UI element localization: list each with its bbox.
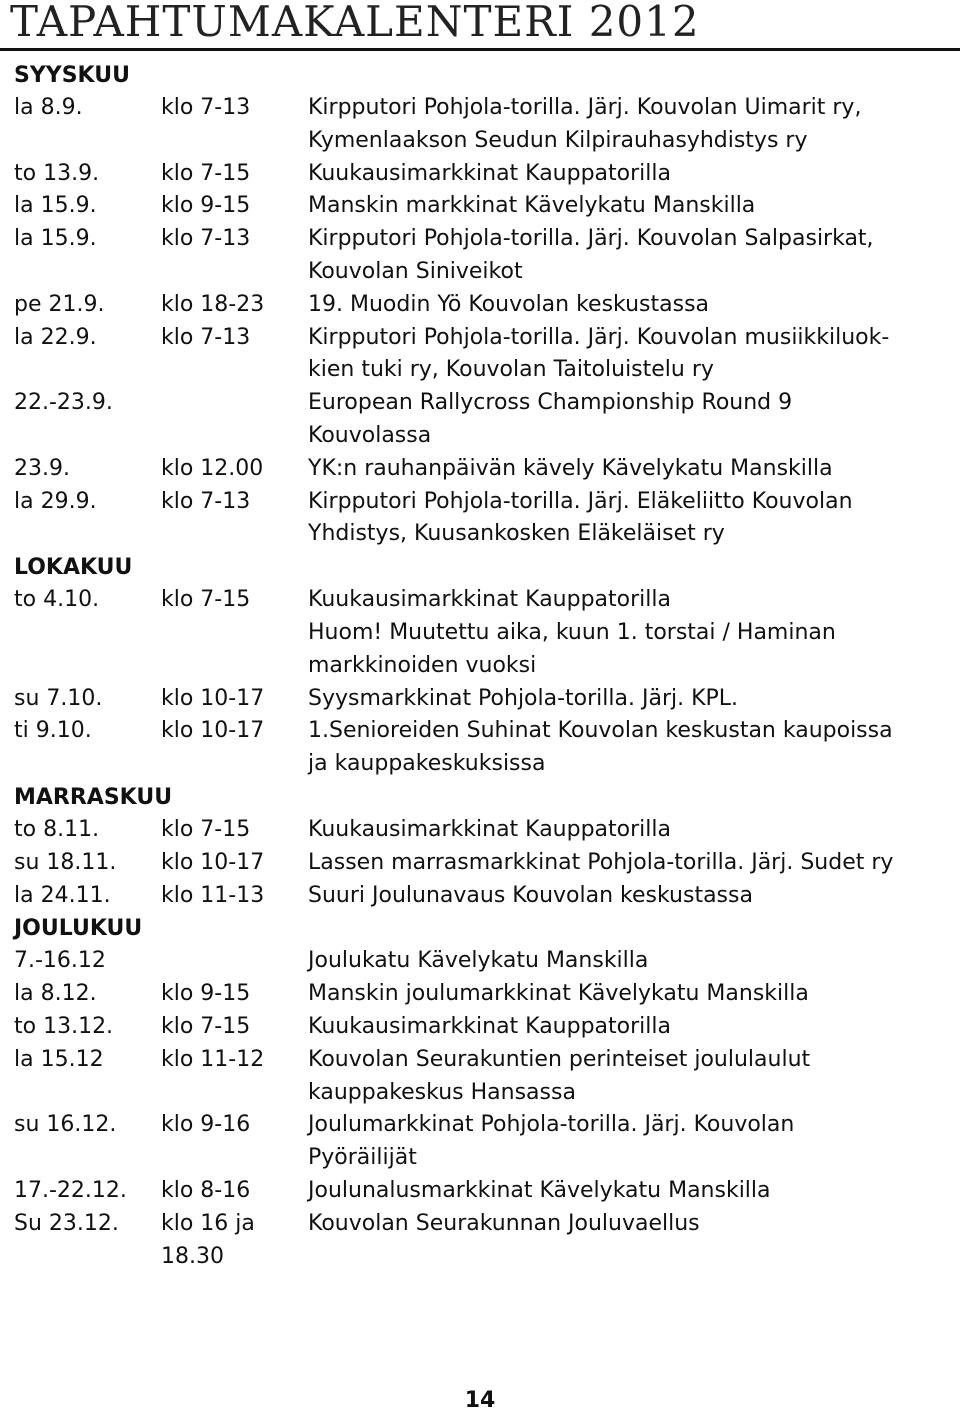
event-time: klo 18-23 xyxy=(161,291,265,317)
event-row xyxy=(14,847,954,880)
event-description-line: Kymenlaakson Seudun Kilpirauhasyhdistys ry xyxy=(308,127,808,153)
month-section xyxy=(14,59,954,551)
event-time: klo 16 ja 18.30 xyxy=(161,1210,255,1269)
event-description xyxy=(308,847,954,880)
event-description-line: markkinoiden vuoksi xyxy=(308,652,537,678)
event-description-line: kauppakeskus Hansassa xyxy=(308,1079,576,1105)
event-description-line: Manskin markkinat Kävelykatu Manskilla xyxy=(308,193,756,219)
event-date: su 18.11. xyxy=(14,849,117,875)
event-time: klo 7-15 xyxy=(161,816,251,842)
event-description xyxy=(308,453,954,486)
event-time: klo 10-17 xyxy=(161,718,265,744)
event-date: Su 23.12. xyxy=(14,1210,119,1236)
event-description-line: Kirpputori Pohjola-torilla. Järj. Kouvolan Uimarit ry, xyxy=(308,95,862,120)
event-row xyxy=(14,387,954,453)
event-row xyxy=(14,92,954,158)
event-description-line: Kouvolassa xyxy=(308,422,432,448)
event-description-line: European Rallycross Championship Round 9 xyxy=(308,390,793,416)
event-row xyxy=(14,158,954,191)
event-row xyxy=(14,880,954,913)
event-date: 23.9. xyxy=(14,455,70,481)
event-description-line: Kouvolan Seurakuntien perinteiset joululaulut xyxy=(308,1046,811,1072)
event-description-line: 1.Senioreiden Suhinat Kouvolan keskustan kaupoissa xyxy=(308,718,893,744)
event-row xyxy=(14,1175,954,1208)
event-description xyxy=(308,1109,954,1175)
event-description-line: Pyöräilijät xyxy=(308,1145,417,1171)
event-time: klo 11-12 xyxy=(161,1046,265,1072)
event-description-line: Kirpputori Pohjola-torilla. Järj. Eläkeliitto Kouvolan xyxy=(308,488,853,514)
event-row xyxy=(14,453,954,486)
event-description xyxy=(308,289,954,322)
event-date: 22.-23.9. xyxy=(14,390,113,416)
event-description xyxy=(308,158,954,191)
event-row xyxy=(14,978,954,1011)
event-date: 17.-22.12. xyxy=(14,1177,127,1203)
event-description xyxy=(308,584,954,682)
page-number: 14 xyxy=(464,1388,496,1413)
event-description xyxy=(308,683,954,716)
event-date: to 13.9. xyxy=(14,160,100,186)
event-row xyxy=(14,814,954,847)
event-description xyxy=(308,880,954,913)
month-heading: JOULUKUU xyxy=(14,916,143,942)
event-time: klo 7-13 xyxy=(161,95,251,120)
event-row xyxy=(14,190,954,223)
event-time: klo 9-16 xyxy=(161,1112,251,1138)
event-time: klo 7-13 xyxy=(161,226,251,252)
month-heading: SYYSKUU xyxy=(14,63,130,88)
event-date: to 8.11. xyxy=(14,816,100,842)
event-date: to 4.10. xyxy=(14,587,100,613)
event-description-line: Yhdistys, Kuusankosken Eläkeläiset ry xyxy=(308,521,725,547)
event-description xyxy=(308,486,954,552)
month-section xyxy=(14,912,954,1273)
event-row xyxy=(14,486,954,552)
event-description-line: Kuukausimarkkinat Kauppatorilla xyxy=(308,587,671,613)
event-description-line: Kouvolan Siniveikot xyxy=(308,258,523,284)
month-heading: LOKAKUU xyxy=(14,555,133,581)
event-time: klo 8-16 xyxy=(161,1177,251,1203)
event-calendar xyxy=(14,59,954,1273)
event-description-line: ja kauppakeskuksissa xyxy=(308,751,546,777)
event-time: klo 7-15 xyxy=(161,587,251,613)
event-date: la 15.9. xyxy=(14,226,97,252)
event-date: su 7.10. xyxy=(14,685,103,711)
event-date: to 13.12. xyxy=(14,1013,114,1039)
event-description-line: YK:n rauhanpäivän kävely Kävelykatu Manskilla xyxy=(308,455,833,481)
event-date: la 15.9. xyxy=(14,193,97,219)
event-time: klo 9-15 xyxy=(161,981,251,1007)
event-date: la 8.12. xyxy=(14,981,97,1007)
event-description-line: Lassen marrasmarkkinat Pohjola-torilla. Järj. Sudet ry xyxy=(308,849,894,875)
month-section xyxy=(14,781,954,912)
event-row xyxy=(14,1011,954,1044)
event-time: klo 7-13 xyxy=(161,324,251,350)
event-row xyxy=(14,683,954,716)
event-description-line: Joulunalusmarkkinat Kävelykatu Manskilla xyxy=(308,1177,771,1203)
event-date: la 15.12 xyxy=(14,1046,104,1072)
event-description-line: Suuri Joulunavaus Kouvolan keskustassa xyxy=(308,882,753,908)
event-date: la 8.9. xyxy=(14,95,83,120)
title-rule xyxy=(0,48,960,51)
event-row xyxy=(14,1044,954,1110)
event-description xyxy=(308,223,954,289)
event-date: ti 9.10. xyxy=(14,718,92,744)
event-time xyxy=(161,387,308,453)
event-time: klo 10-17 xyxy=(161,849,265,875)
event-row xyxy=(14,1208,954,1274)
event-description-line: Kuukausimarkkinat Kauppatorilla xyxy=(308,816,671,842)
event-description-line: Syysmarkkinat Pohjola-torilla. Järj. KPL. xyxy=(308,685,739,711)
event-description xyxy=(308,92,954,158)
event-description-line: kien tuki ry, Kouvolan Taitoluistelu ry xyxy=(308,357,714,383)
event-time: klo 10-17 xyxy=(161,685,265,711)
event-row xyxy=(14,322,954,388)
event-row xyxy=(14,1109,954,1175)
event-description xyxy=(308,1044,954,1110)
month-section xyxy=(14,551,954,781)
month-heading: MARRASKUU xyxy=(14,784,173,810)
event-time: klo 12.00 xyxy=(161,455,264,481)
event-time: klo 11-13 xyxy=(161,882,265,908)
event-time xyxy=(161,945,308,978)
event-row xyxy=(14,584,954,682)
event-description-line: Huom! Muutettu aika, kuun 1. torstai / Haminan xyxy=(308,619,836,645)
event-date: la 24.11. xyxy=(14,882,111,908)
event-date: su 16.12. xyxy=(14,1112,117,1138)
event-date: pe 21.9. xyxy=(14,291,105,317)
event-description-line: Kirpputori Pohjola-torilla. Järj. Kouvolan Salpasirkat, xyxy=(308,226,874,252)
event-date: 7.-16.12 xyxy=(14,948,106,974)
event-row xyxy=(14,289,954,322)
event-description-line: 19. Muodin Yö Kouvolan keskustassa xyxy=(308,291,710,317)
event-row xyxy=(14,223,954,289)
event-time: klo 7-15 xyxy=(161,160,251,186)
event-row xyxy=(14,945,954,978)
event-description-line: Kuukausimarkkinat Kauppatorilla xyxy=(308,1013,671,1039)
event-description-line: Kuukausimarkkinat Kauppatorilla xyxy=(308,160,671,186)
event-time: klo 9-15 xyxy=(161,193,251,219)
event-date: la 29.9. xyxy=(14,488,97,514)
event-description xyxy=(308,1175,954,1208)
event-description-line: Manskin joulumarkkinat Kävelykatu Manskilla xyxy=(308,981,809,1007)
event-description xyxy=(308,945,954,978)
page-title: TAPAHTUMAKALENTERI 2012 xyxy=(10,0,700,46)
event-description-line: Kouvolan Seurakunnan Jouluvaellus xyxy=(308,1210,700,1236)
event-description xyxy=(308,1011,954,1044)
event-description xyxy=(308,190,954,223)
event-time: klo 7-13 xyxy=(161,488,251,514)
event-description-line: Kirpputori Pohjola-torilla. Järj. Kouvolan musiikkiluok- xyxy=(308,324,890,350)
event-description xyxy=(308,387,954,453)
event-description xyxy=(308,715,954,781)
event-time: klo 7-15 xyxy=(161,1013,251,1039)
event-date: la 22.9. xyxy=(14,324,97,350)
event-description-line: Joulukatu Kävelykatu Manskilla xyxy=(308,948,649,974)
event-description xyxy=(308,814,954,847)
event-description xyxy=(308,978,954,1011)
event-description-line: Joulumarkkinat Pohjola-torilla. Järj. Kouvolan xyxy=(308,1112,795,1138)
event-row xyxy=(14,715,954,781)
event-description xyxy=(308,1208,954,1274)
event-description xyxy=(308,322,954,388)
